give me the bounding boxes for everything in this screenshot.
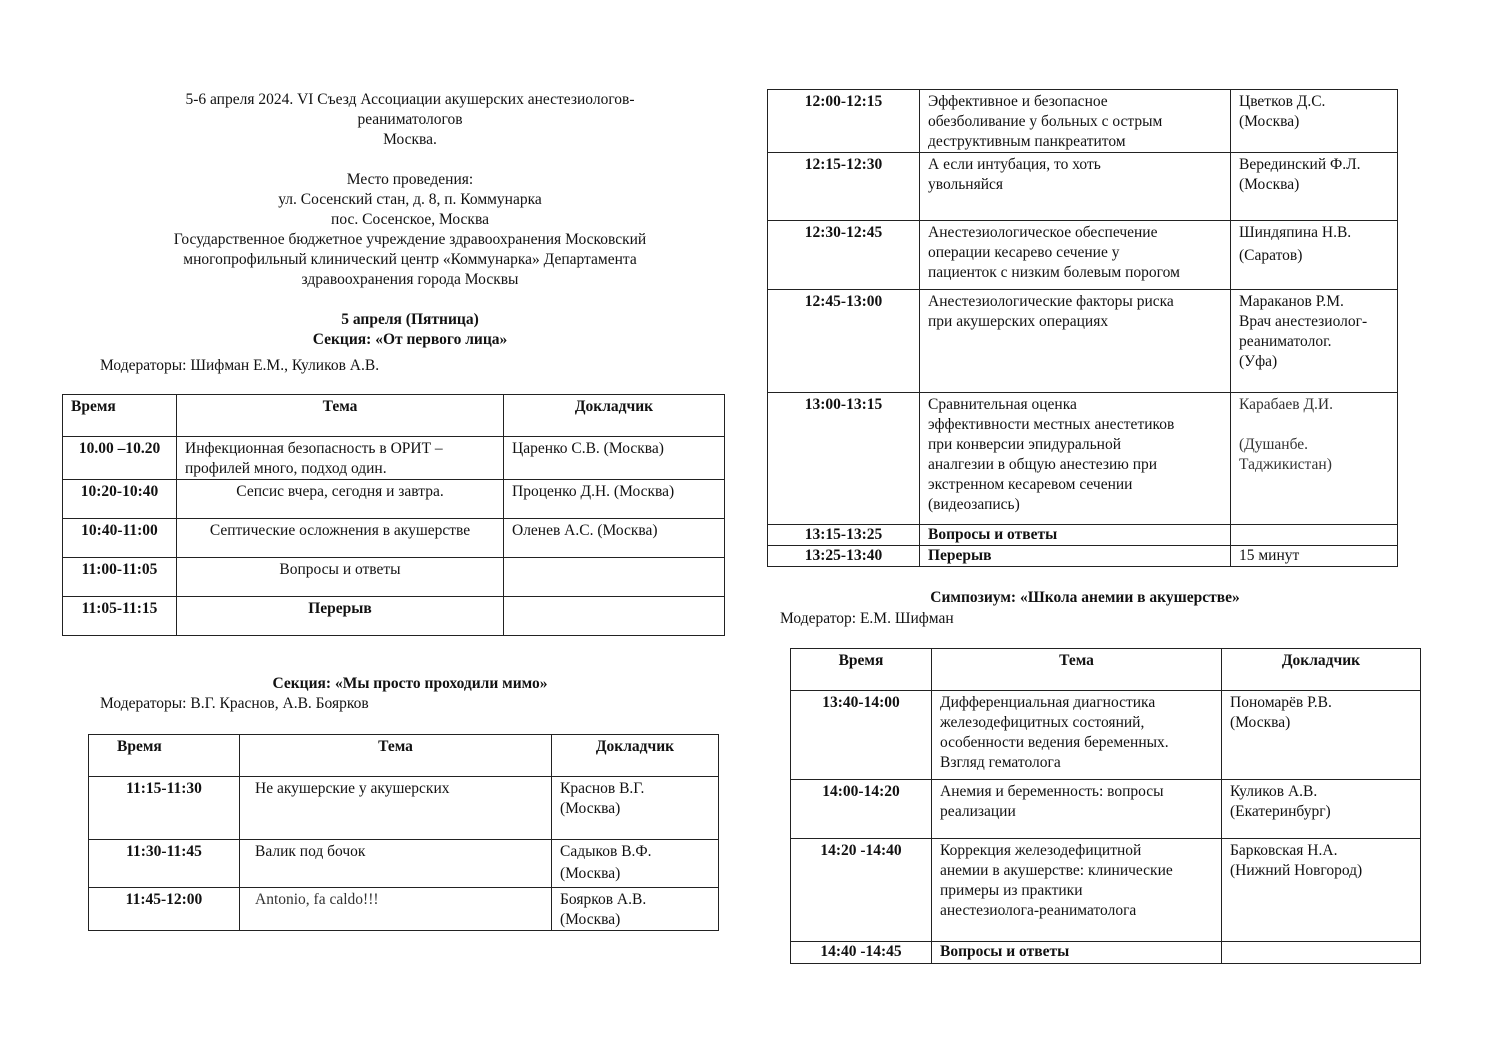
row-time: 11:00-11:05 xyxy=(63,558,177,597)
table-row xyxy=(63,558,725,597)
row-speaker xyxy=(552,777,719,840)
row-topic xyxy=(177,437,504,480)
section2-table xyxy=(88,734,719,931)
speaker-line: (Москва) xyxy=(560,911,621,928)
topic-line: Анестезиологические факторы риска xyxy=(928,293,1174,310)
row-speaker xyxy=(504,597,725,636)
topic-line: Взгляд гематолога xyxy=(940,754,1061,771)
row-speaker xyxy=(1222,942,1421,964)
row-topic: Перерыв xyxy=(920,546,1231,567)
header-time: Время xyxy=(89,735,240,777)
table-row xyxy=(791,780,1421,839)
venue-label: Место проведения: xyxy=(346,171,474,188)
speaker-line: Мараканов Р.М. xyxy=(1239,293,1344,310)
row-speaker xyxy=(552,840,719,888)
speaker-line: Шиндяпина Н.В. xyxy=(1239,224,1352,241)
topic-line: деструктивным панкреатитом xyxy=(928,133,1126,150)
table-row xyxy=(791,691,1421,780)
row-topic xyxy=(932,691,1222,780)
speaker-line: (Москва) xyxy=(1230,714,1291,731)
venue-line-4: многопрофильный клинический центр «Коммунарка» Департамента xyxy=(183,251,637,268)
speaker-line: (Нижний Новгород) xyxy=(1230,862,1363,879)
speaker-line: Садыков В.Ф. xyxy=(560,843,652,860)
row-topic: Antonio, fa caldo!!! xyxy=(240,888,552,931)
topic-line: Инфекционная безопасность в ОРИТ – xyxy=(185,440,443,457)
row-time: 13:15-13:25 xyxy=(768,525,920,546)
table-row xyxy=(63,480,725,519)
topic-line: пациенток с низким болевым порогом xyxy=(928,264,1180,281)
topic-line: операции кесарево сечение у xyxy=(928,244,1120,261)
section1-title: Секция: «От первого лица» xyxy=(312,331,508,348)
table-row xyxy=(791,839,1421,942)
table-row xyxy=(63,519,725,558)
speaker-line: Врач анестезиолог- xyxy=(1239,313,1368,330)
speaker-line: реаниматолог. xyxy=(1239,333,1332,350)
row-speaker: Оленев А.С. (Москва) xyxy=(504,519,725,558)
row-topic: Валик под бочок xyxy=(240,840,552,888)
row-topic xyxy=(932,780,1222,839)
table-row xyxy=(768,290,1398,393)
topic-line: Анестезиологическое обеспечение xyxy=(928,224,1158,241)
topic-line: экстренном кесаревом сечении xyxy=(928,476,1133,493)
topic-line: Сравнительная оценка xyxy=(928,396,1077,413)
header-line-1: 5-6 апреля 2024. VI Съезд Ассоциации акушерских анестезиологов- xyxy=(185,91,635,108)
topic-line: анемии в акушерстве: клинические xyxy=(940,862,1173,879)
row-topic xyxy=(932,839,1222,942)
topic-line: анестезиолога-реаниматолога xyxy=(940,902,1137,919)
speaker-line: Пономарёв Р.В. xyxy=(1230,694,1332,711)
row-time: 11:05-11:15 xyxy=(63,597,177,636)
topic-line: А если интубация, то хоть xyxy=(928,156,1101,173)
table-row xyxy=(768,221,1398,290)
header-speaker: Докладчик xyxy=(504,395,725,437)
row-time: 13:00-13:15 xyxy=(768,393,920,525)
row-time: 10:40-11:00 xyxy=(63,519,177,558)
topic-line: примеры из практики xyxy=(940,882,1083,899)
topic-line: эффективности местных анестетиков xyxy=(928,416,1175,433)
row-speaker: 15 минут xyxy=(1231,546,1398,567)
speaker-line: Боярков А.В. xyxy=(560,891,647,908)
row-time: 12:45-13:00 xyxy=(768,290,920,393)
speaker-line: (Екатеринбург) xyxy=(1230,803,1331,820)
row-topic: Вопросы и ответы xyxy=(932,942,1222,964)
header-time: Время xyxy=(63,395,177,437)
speaker-line: (Москва) xyxy=(560,865,621,882)
row-time: 12:15-12:30 xyxy=(768,153,920,221)
topic-line: обезболивание у больных с острым xyxy=(928,113,1163,130)
topic-line: реализации xyxy=(940,803,1016,820)
row-speaker xyxy=(1231,393,1398,525)
row-time: 14:00-14:20 xyxy=(791,780,932,839)
table-row xyxy=(89,888,719,931)
speaker-line: Цветков Д.С. xyxy=(1239,93,1326,110)
section2-title: Секция: «Мы просто проходили мимо» xyxy=(272,675,548,692)
table-header-row xyxy=(791,649,1421,691)
row-topic xyxy=(920,393,1231,525)
header-speaker: Докладчик xyxy=(1222,649,1421,691)
row-speaker xyxy=(1222,691,1421,780)
header-time: Время xyxy=(791,649,932,691)
speaker-line: Карабаев Д.И. xyxy=(1239,396,1333,413)
row-speaker xyxy=(1231,153,1398,221)
row-speaker xyxy=(1231,525,1398,546)
venue-line-1: ул. Сосенский стан, д. 8, п. Коммунарка xyxy=(278,191,542,208)
table-row xyxy=(89,777,719,840)
row-speaker xyxy=(1231,221,1398,290)
symposium-moderator: Модератор: Е.М. Шифман xyxy=(780,610,954,627)
day-heading: 5 апреля (Пятница) xyxy=(341,311,479,328)
topic-line: Эффективное и безопасное xyxy=(928,93,1108,110)
header-topic: Тема xyxy=(240,735,552,777)
row-topic: Не акушерские у акушерских xyxy=(240,777,552,840)
table-row xyxy=(768,525,1398,546)
continued-table xyxy=(767,89,1398,567)
table-row xyxy=(63,597,725,636)
topic-line: при акушерских операциях xyxy=(928,313,1109,330)
row-topic: Вопросы и ответы xyxy=(920,525,1231,546)
table-row xyxy=(768,153,1398,221)
topic-line: при конверсии эпидуральной xyxy=(928,436,1121,453)
symposium-table xyxy=(790,648,1421,964)
topic-line: профилей много, подход один. xyxy=(185,460,387,477)
row-time: 11:45-12:00 xyxy=(89,888,240,931)
row-speaker: Царенко С.В. (Москва) xyxy=(504,437,725,480)
table-header-row xyxy=(89,735,719,777)
venue-line-5: здравоохранения города Москвы xyxy=(301,271,519,288)
row-time: 13:40-14:00 xyxy=(791,691,932,780)
row-topic: Сепсис вчера, сегодня и завтра. xyxy=(177,480,504,519)
row-topic xyxy=(920,153,1231,221)
table-row xyxy=(89,840,719,888)
row-speaker xyxy=(1231,90,1398,153)
venue-line-3: Государственное бюджетное учреждение здравоохранения Московский xyxy=(173,231,647,248)
speaker-line: (Душанбе. xyxy=(1239,436,1309,453)
topic-line: (видеозапись) xyxy=(928,496,1020,513)
row-speaker xyxy=(1231,290,1398,393)
row-time: 10:20-10:40 xyxy=(63,480,177,519)
row-topic: Перерыв xyxy=(177,597,504,636)
speaker-line: Барковская Н.А. xyxy=(1230,842,1338,859)
table-row xyxy=(791,942,1421,964)
header-topic: Тема xyxy=(932,649,1222,691)
row-time: 11:30-11:45 xyxy=(89,840,240,888)
section2-moderators: Модераторы: В.Г. Краснов, А.В. Боярков xyxy=(100,695,369,712)
topic-line: Коррекция железодефицитной xyxy=(940,842,1142,859)
topic-line: аналгезии в общую анестезию при xyxy=(928,456,1158,473)
header-line-3: Москва. xyxy=(383,131,437,148)
topic-line: железодефицитных состояний, xyxy=(940,714,1145,731)
header-line-2: реаниматологов xyxy=(357,111,463,128)
row-time: 14:20 -14:40 xyxy=(791,839,932,942)
row-speaker xyxy=(1222,839,1421,942)
table-header-row xyxy=(63,395,725,437)
symposium-title: Симпозиум: «Школа анемии в акушерстве» xyxy=(930,589,1240,606)
topic-line: увольняйся xyxy=(928,176,1004,193)
document-header xyxy=(100,90,720,350)
row-time: 13:25-13:40 xyxy=(768,546,920,567)
row-speaker xyxy=(552,888,719,931)
row-speaker xyxy=(1222,780,1421,839)
speaker-line: Куликов А.В. xyxy=(1230,783,1318,800)
topic-line: Анемия и беременность: вопросы xyxy=(940,783,1164,800)
venue-line-2: пос. Сосенское, Москва xyxy=(331,211,489,228)
header-topic: Тема xyxy=(177,395,504,437)
row-topic xyxy=(920,290,1231,393)
row-topic xyxy=(920,90,1231,153)
row-time: 10.00 –10.20 xyxy=(63,437,177,480)
speaker-line: Таджикистан) xyxy=(1239,456,1332,473)
table-row xyxy=(768,546,1398,567)
row-topic xyxy=(920,221,1231,290)
speaker-line: (Москва) xyxy=(1239,113,1300,130)
speaker-line: Верединский Ф.Л. xyxy=(1239,156,1361,173)
row-time: 14:40 -14:45 xyxy=(791,942,932,964)
speaker-line: (Саратов) xyxy=(1239,247,1303,264)
row-speaker xyxy=(504,558,725,597)
row-time: 11:15-11:30 xyxy=(89,777,240,840)
speaker-line: Краснов В.Г. xyxy=(560,780,645,797)
row-time: 12:00-12:15 xyxy=(768,90,920,153)
row-time: 12:30-12:45 xyxy=(768,221,920,290)
row-speaker: Проценко Д.Н. (Москва) xyxy=(504,480,725,519)
row-topic: Септические осложнения в акушерстве xyxy=(177,519,504,558)
table-row xyxy=(768,90,1398,153)
speaker-line: (Москва) xyxy=(560,800,621,817)
topic-line: Дифференциальная диагностика xyxy=(940,694,1156,711)
row-topic: Вопросы и ответы xyxy=(177,558,504,597)
table-row xyxy=(768,393,1398,525)
topic-line: особенности ведения беременных. xyxy=(940,734,1169,751)
speaker-line: (Уфа) xyxy=(1239,353,1278,370)
section1-table xyxy=(62,394,725,636)
table-row xyxy=(63,437,725,480)
speaker-line: (Москва) xyxy=(1239,176,1300,193)
section1-moderators: Модераторы: Шифман Е.М., Куликов А.В. xyxy=(100,357,380,374)
header-speaker: Докладчик xyxy=(552,735,719,777)
